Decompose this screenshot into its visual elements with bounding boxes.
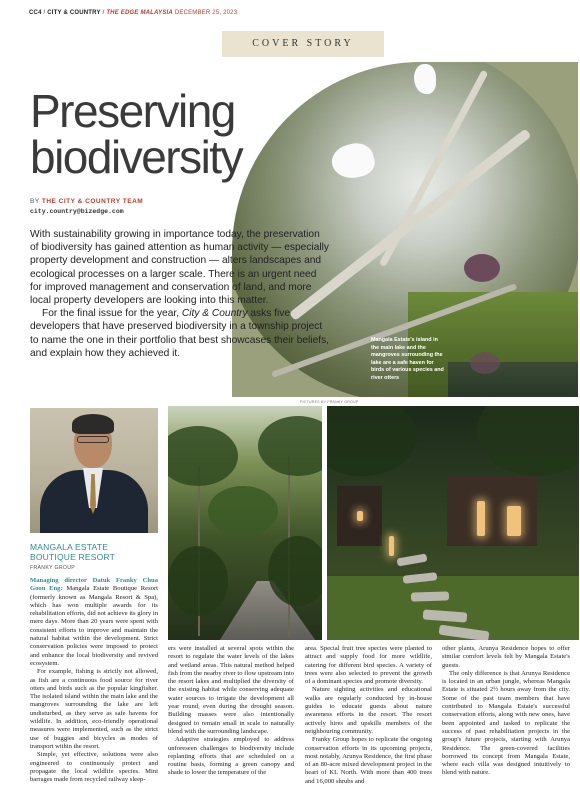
article-column-3: area. Special fruit tree species were planted to attract and supply food for more wildlife, catering for different bird species. A variety of trees were also selected to prevent the growth of a dominant species and promote diversity. Nature sighting activities and educational walks are regularly conducted by in-house guides to educate guests about nature awareness efforts in the resort. The resort actively hires and upskills members of the neighbouring community. Franky Group hopes to replicate the ongoing conservation efforts in its upcoming projects, most notably, Arunya Residence, the first phase of an 80-acre mixed development project in the heart of KL North. With more than 400 trees and 16,000 shrubs and bbox=[305, 645, 432, 785]
palm-fronds bbox=[208, 486, 278, 536]
photo-palm-road bbox=[168, 406, 322, 640]
palm-fronds bbox=[268, 536, 322, 606]
article-column-2: ers were installed at several spots within the resort to regulate the water levels of the lakes and wetland areas. This natural method helped fish from the nearby river to flow upstream into the resort lakes and multiplied the diversity of the existing habitat while conserving adequate water sources to irrigate the development all year round, even during the drought season. Building masses were also intentionally designed to remain small in scale to naturally blend with the surrounding landscape. Adaptive strategies employed to address unforeseen challenges to biodiversity include replanting efforts that are scheduled on a routine basis, forming a green canopy and shade to lower the temperature of the bbox=[168, 645, 294, 777]
byline: BY THE CITY & COUNTRY TEAM bbox=[30, 198, 144, 205]
article-column-1: Managing director Datuk Franky Chua Goon Eng: Mangala Estate Boutique Resort (formerly known as Mangala Resort & Spa), which has won multiple awards for its rehabilitation efforts, did not achieve its glory in mere days. More than 20 years were spent with consistent efforts to improve and maintain the natural habitat within the development. Strict conservation policies were imposed to protect and enhance the local biodiversity and revived ecosystem. For example, fishing is strictly not allowed, as fish are a continuous food source for river otters and birds such as the popular kingfisher. The isolated island within the main lake and the mangroves surrounding the lake are left undisturbed, as they serve as safe havens for wildlife. In addition, eco-friendly operational measures were implemented, such as the strict use of buggies and bicycles as modes of transport within the resort. Simple, yet effective, solutions were also engineered to continuously protect and propagate the local wildlife species. Mini barrages made from recycled railway sleep- bbox=[30, 577, 158, 784]
page-number: CC4 bbox=[29, 10, 42, 16]
palm-fronds bbox=[327, 406, 417, 476]
portrait-photo bbox=[30, 408, 158, 533]
title-line-2: biodiversity bbox=[30, 131, 243, 183]
section-name: CITY & COUNTRY bbox=[47, 10, 101, 16]
villa-light bbox=[477, 501, 485, 536]
article-title bbox=[30, 85, 260, 183]
villa-building bbox=[447, 476, 537, 546]
villa-light bbox=[357, 511, 363, 521]
stepping-stone bbox=[411, 591, 449, 601]
lead-speaker: Managing director Datuk Franky Chua Goon Eng: bbox=[30, 577, 158, 593]
byline-email: city.country@bizedge.com bbox=[30, 208, 124, 215]
heron-reflection bbox=[470, 352, 500, 374]
byline-author: THE CITY & COUNTRY TEAM bbox=[41, 198, 144, 205]
portrait-glasses bbox=[77, 436, 109, 443]
cover-story-tag: COVER STORY bbox=[222, 31, 384, 57]
palm-fronds bbox=[168, 426, 238, 486]
article-intro bbox=[30, 228, 330, 360]
villa-light bbox=[507, 506, 521, 536]
stepping-stone bbox=[397, 553, 428, 566]
portrait-hair bbox=[72, 414, 114, 434]
intro-paragraph-2: For the final issue for the year, City & Country asks five developers that have preserved biodiversity in a township project to name the one in their portfolio that best showcases their beliefs, and explain how they achieved it. bbox=[30, 308, 330, 359]
palm-fronds bbox=[258, 416, 322, 476]
photo-resort-villas bbox=[327, 406, 579, 640]
publication-name: THE EDGE MALAYSIA bbox=[106, 10, 173, 16]
villa-light bbox=[389, 536, 394, 556]
developer-name: FRANKY GROUP bbox=[30, 565, 76, 571]
title-line-1: Preserving bbox=[30, 85, 235, 137]
egret-perched bbox=[414, 64, 436, 94]
article-column-4: other plants, Arunya Residence hopes to offer similar comfort levels felt by Mangala Estate's guests. The only difference is that Arunya Residence is located in an urban jungle, whereas Mangala Estate is situated 2½ hours away from the city. Some of the past team members that have contributed to Mangala Estate's successful conservation efforts, along with new ones, have been appointed and tasked to replicate the success of past rehabilitation projects in the group's future projects, starting with Arunya Residence. The green-covered facilities borrowed its concept from Mangala Estate, where each villa was designed intuitively to blend with nature. bbox=[442, 645, 570, 777]
palm-fronds bbox=[477, 406, 579, 476]
heron-standing bbox=[464, 254, 500, 282]
palm-fronds bbox=[168, 546, 228, 616]
issue-date: DECEMBER 25, 2023 bbox=[174, 10, 238, 16]
photo-credit: PICTURES BY FRANKY GROUP bbox=[300, 400, 359, 404]
intro-paragraph-1: With sustainability growing in importance today, the preservation of biodiversity has gained attention as human activity — especially property development and construction — alters landscapes and ecological processes on a larger scale. There is an urgent need for improved management and conservation of land, and more local property developers are looking into this matter. bbox=[30, 229, 329, 307]
company-name: MANGALA ESTATE BOUTIQUE RESORT bbox=[30, 542, 116, 562]
hero-caption: Mangala Estate's island in the main lake and the mangroves surrounding the lake are a safe haven for birds of various species and river otters bbox=[371, 337, 444, 381]
page-header: CC4 / CITY & COUNTRY / THE EDGE MALAYSIA DECEMBER 25, 2023 bbox=[29, 10, 238, 16]
hero-water bbox=[448, 362, 578, 397]
